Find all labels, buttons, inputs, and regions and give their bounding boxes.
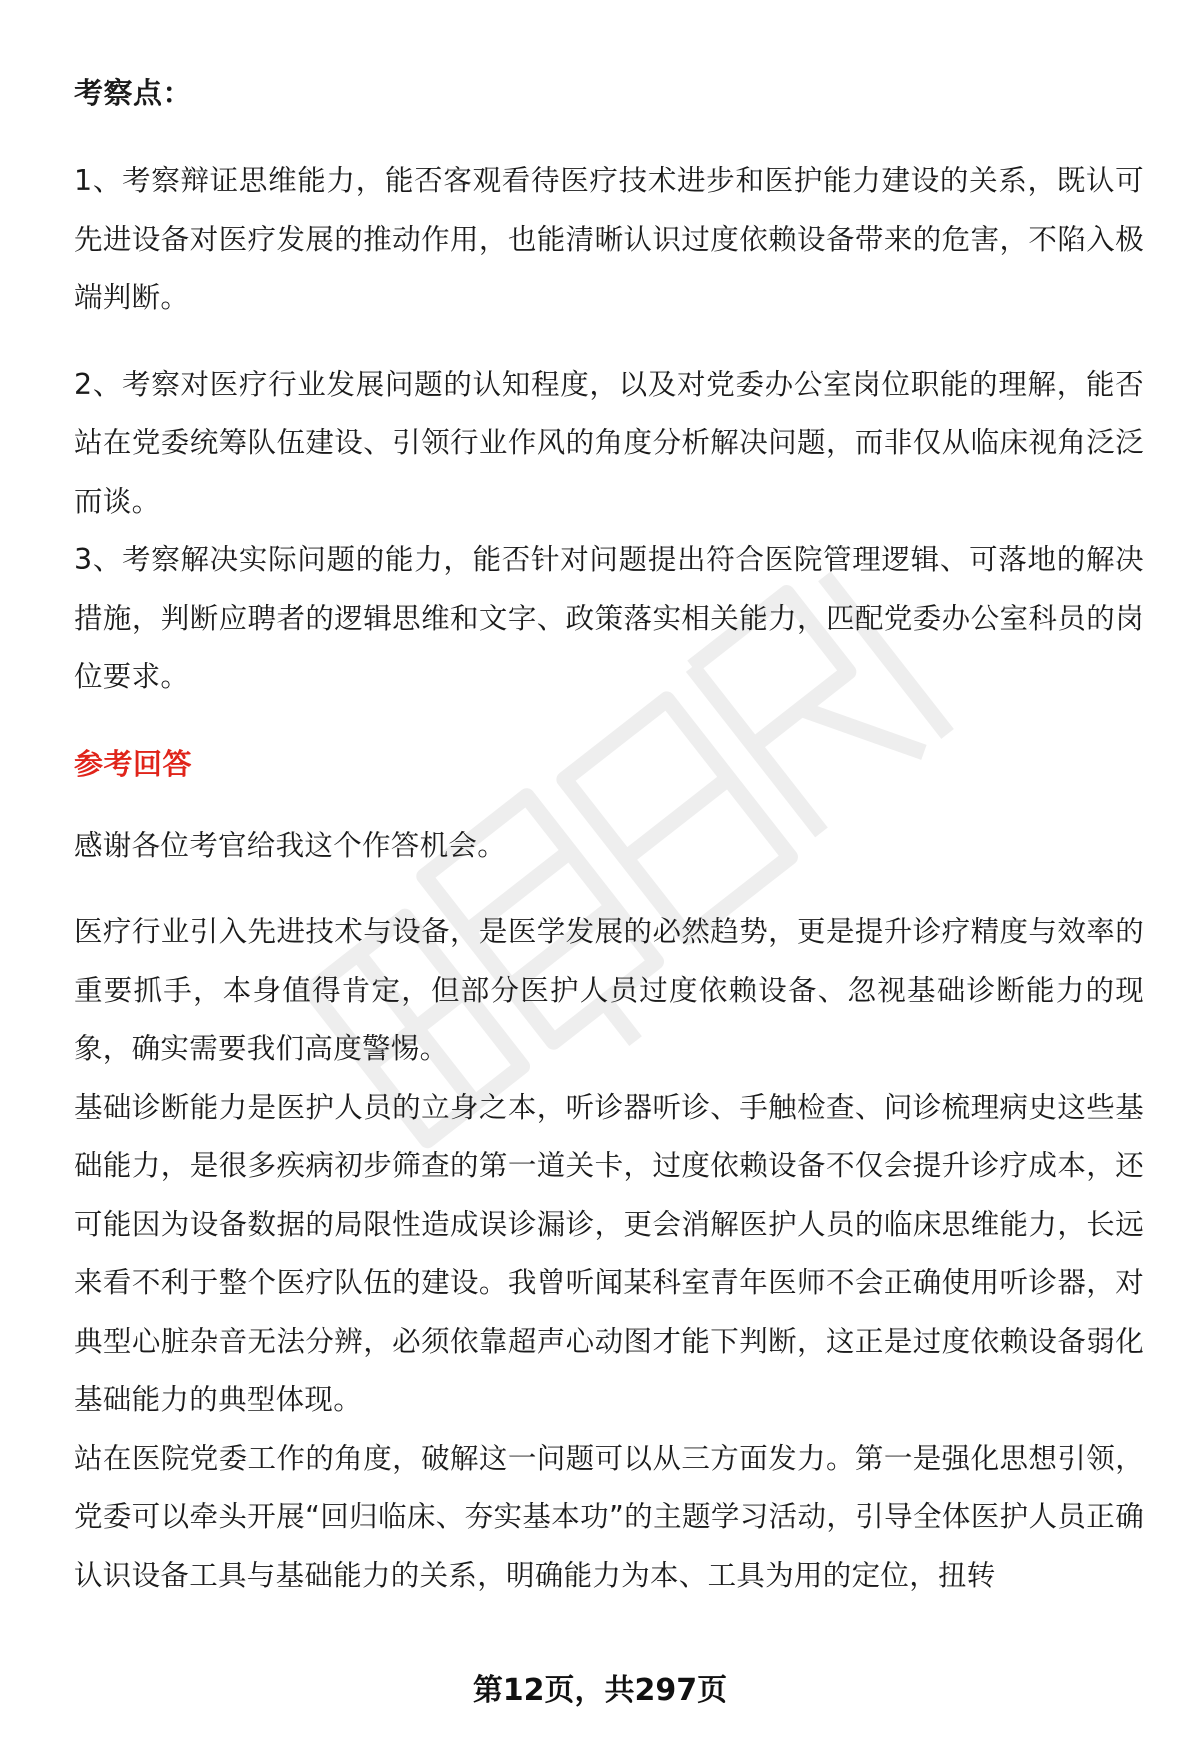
answer-paragraph: 基础诊断能力是医护人员的立身之本，听诊器听诊、手触检查、问诊梳理病史这些基础能力，是很多疾病初步筛查的第一道关卡，过度依赖设备不仅会提升诊疗成本，还可能因为设备数据的局限性造成误诊漏诊，更会消解医护人员的临床思维能力，长远来看不利于整个医疗队伍的建设。我曾听闻某科室青年医师不会正确使用听诊器，对典型心脏杂音无法分辨，必须依靠超声心动图才能下判断，这正是过度依赖设备弱化基础能力的典型体现。 bbox=[74, 1090, 1144, 1416]
answer-paragraph: 站在医院党委工作的角度，破解这一问题可以从三方面发力。第一是强化思想引领，党委可以牵头开展“回归临床、夯实基本功”的主题学习活动，引导全体医护人员正确认识设备工具与基础能力的关系，明确能力为本、工具为用的定位，扭转 bbox=[74, 1441, 1144, 1592]
exam-point-item: 2、考察对医疗行业发展问题的认知程度，以及对党委办公室岗位职能的理解，能否站在党委统筹队伍建设、引领行业作风的角度分析解决问题，而非仅从临床视角泛泛而谈。 bbox=[74, 367, 1144, 518]
answer-paragraph: 医疗行业引入先进技术与设备，是医学发展的必然趋势，更是提升诊疗精度与效率的重要抓手，本身值得肯定，但部分医护人员过度依赖设备、忽视基础诊断能力的现象，确实需要我们高度警惕。 bbox=[74, 915, 1144, 1065]
page-content bbox=[74, 64, 1144, 1605]
exam-point-item: 3、考察解决实际问题的能力，能否针对问题提出符合医院管理逻辑、可落地的解决措施，判断应聘者的逻辑思维和文字、政策落实相关能力，匹配党委办公室科员的岗位要求。 bbox=[74, 543, 1144, 693]
exam-points-heading: 考察点： bbox=[74, 76, 193, 110]
answer-paragraph: 感谢各位考官给我这个作答机会。 bbox=[74, 828, 507, 862]
reference-answer-heading: 参考回答 bbox=[74, 746, 193, 781]
page-number-label: 第12页，共297页 bbox=[472, 1673, 728, 1708]
exam-point-item: 1、考察辩证思维能力，能否客观看待医疗技术进步和医护能力建设的关系，既认可先进设备对医疗发展的推动作用，也能清晰认识过度依赖设备带来的危害，不陷入极端判断。 bbox=[74, 164, 1144, 314]
